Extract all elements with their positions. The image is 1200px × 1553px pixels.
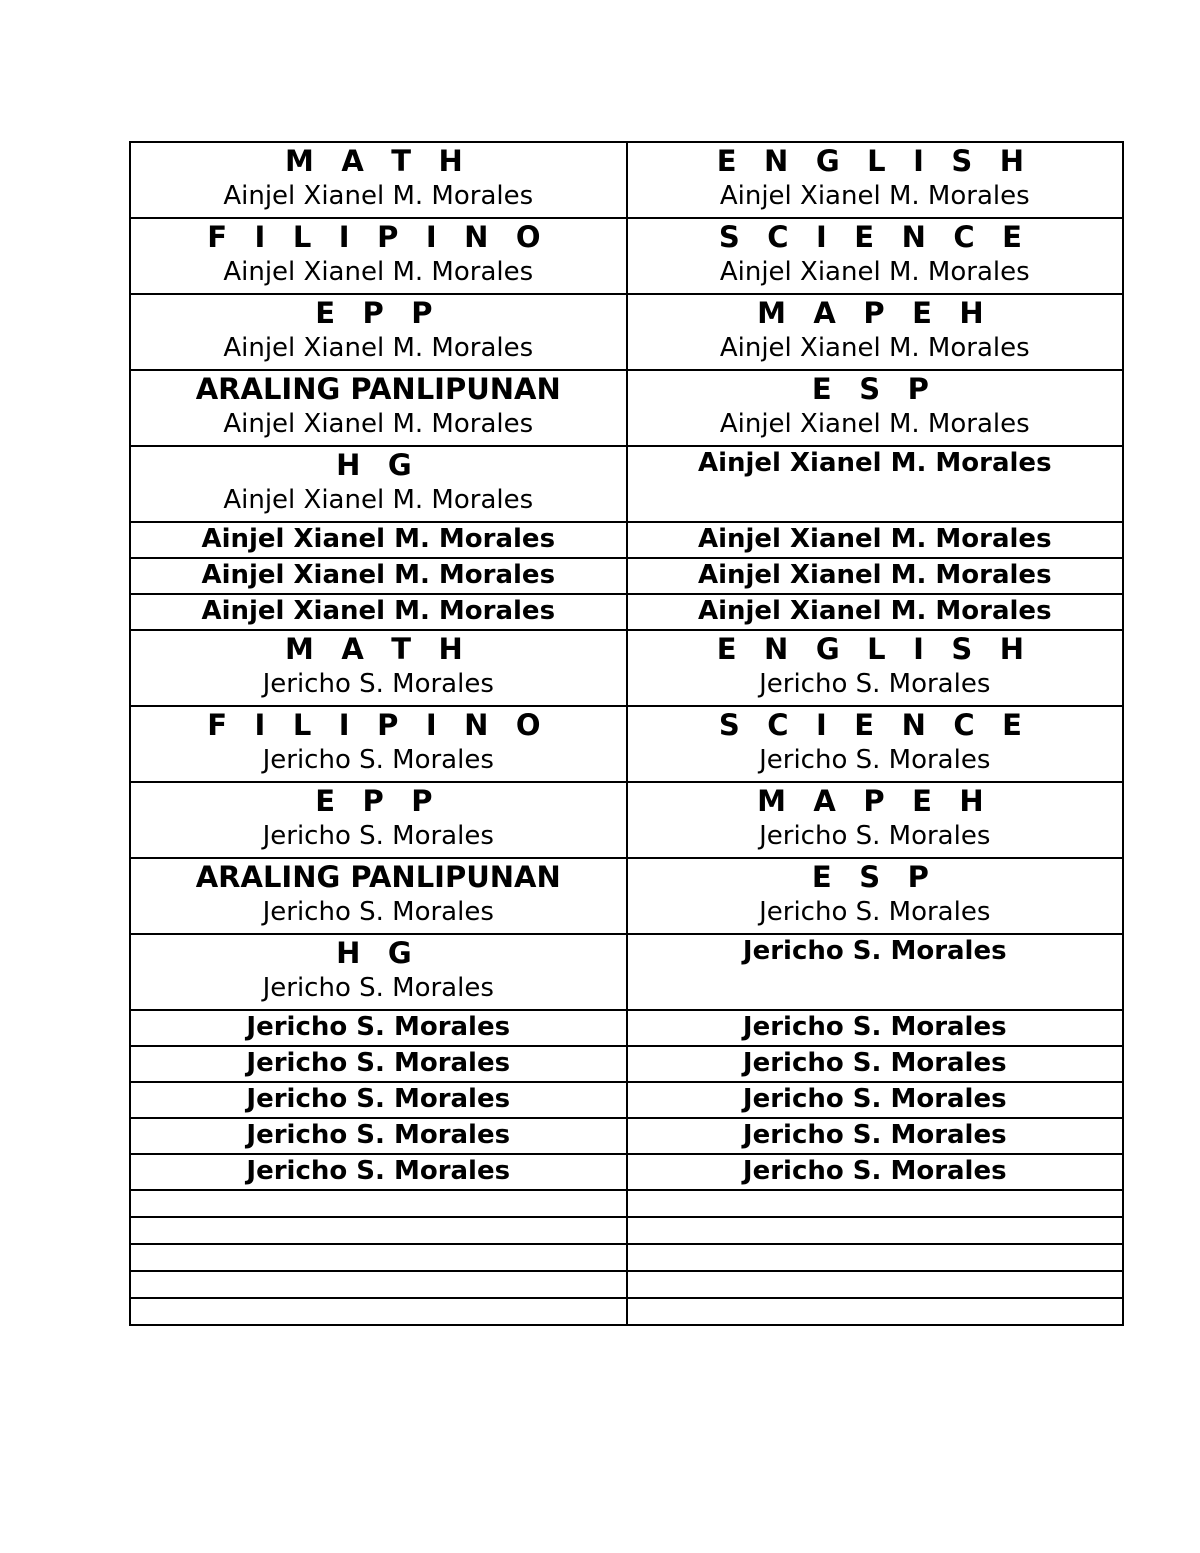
name-label-cell (627, 594, 1124, 630)
blank-label-row (130, 1298, 1123, 1325)
owner-name-bold: Jericho S. Morales (246, 1012, 511, 1042)
subject-title: F I L I P I N O (207, 220, 550, 254)
owner-name-bold: Jericho S. Morales (246, 1120, 511, 1150)
subject-label-cell (130, 142, 627, 218)
owner-name: Jericho S. Morales (759, 745, 991, 775)
blank-label-cell (627, 1190, 1124, 1217)
label-sheet-table (129, 141, 1124, 1326)
owner-name: Ainjel Xianel M. Morales (719, 409, 1030, 439)
owner-name: Jericho S. Morales (759, 821, 991, 851)
owner-name: Ainjel Xianel M. Morales (719, 181, 1030, 211)
subject-label-cell (627, 630, 1124, 706)
owner-name: Jericho S. Morales (262, 897, 494, 927)
subject-title: M A T H (284, 144, 472, 178)
owner-name-bold: Jericho S. Morales (246, 1156, 511, 1186)
blank-label-cell (130, 1298, 627, 1325)
name-label-row (130, 522, 1123, 558)
subject-label-cell (130, 858, 627, 934)
subject-label-cell (627, 858, 1124, 934)
name-label-cell (130, 594, 627, 630)
name-label-row (130, 1082, 1123, 1118)
subject-label-cell (130, 782, 627, 858)
owner-name: Jericho S. Morales (262, 745, 494, 775)
name-label-cell (627, 558, 1124, 594)
name-label-row (130, 1046, 1123, 1082)
owner-name-bold: Jericho S. Morales (246, 1048, 511, 1078)
owner-name: Ainjel Xianel M. Morales (223, 257, 534, 287)
name-label-cell (627, 1010, 1124, 1046)
blank-label-cell (130, 1217, 627, 1244)
subject-label-cell (627, 446, 1124, 522)
blank-label-cell (130, 1271, 627, 1298)
blank-label-cell (130, 1244, 627, 1271)
owner-name-bold: Jericho S. Morales (742, 1048, 1007, 1078)
owner-name-bold: Ainjel Xianel M. Morales (697, 448, 1052, 478)
owner-name: Jericho S. Morales (759, 669, 991, 699)
subject-label-row (130, 706, 1123, 782)
name-label-row (130, 1154, 1123, 1190)
subject-label-row (130, 370, 1123, 446)
blank-label-row (130, 1217, 1123, 1244)
owner-name: Ainjel Xianel M. Morales (223, 333, 534, 363)
owner-name: Ainjel Xianel M. Morales (719, 333, 1030, 363)
subject-label-cell (627, 706, 1124, 782)
subject-title: H G (336, 448, 421, 482)
owner-name-bold: Ainjel Xianel M. Morales (697, 596, 1052, 626)
subject-label-cell (627, 294, 1124, 370)
blank-label-row (130, 1244, 1123, 1271)
owner-name: Jericho S. Morales (262, 669, 494, 699)
subject-label-row (130, 934, 1123, 1010)
subject-title: F I L I P I N O (207, 708, 550, 742)
name-label-cell (627, 1082, 1124, 1118)
subject-label-cell (130, 218, 627, 294)
subject-title: S C I E N C E (718, 220, 1031, 254)
subject-label-row (130, 858, 1123, 934)
subject-label-row (130, 142, 1123, 218)
owner-name: Jericho S. Morales (262, 821, 494, 851)
subject-title: M A T H (284, 632, 472, 666)
subject-title: ARALING PANLIPUNAN (195, 860, 561, 894)
blank-label-row (130, 1271, 1123, 1298)
subject-title: E P P (315, 296, 442, 330)
subject-label-row (130, 782, 1123, 858)
label-sheet-body (130, 142, 1123, 1325)
name-label-cell (130, 1118, 627, 1154)
owner-name: Jericho S. Morales (759, 897, 991, 927)
name-label-cell (130, 1046, 627, 1082)
owner-name-bold: Ainjel Xianel M. Morales (201, 560, 556, 590)
blank-label-cell (130, 1190, 627, 1217)
name-label-cell (130, 1082, 627, 1118)
name-label-cell (627, 1046, 1124, 1082)
subject-label-cell (627, 218, 1124, 294)
blank-label-cell (627, 1244, 1124, 1271)
owner-name-bold: Jericho S. Morales (742, 1120, 1007, 1150)
owner-name: Ainjel Xianel M. Morales (719, 257, 1030, 287)
subject-label-cell (130, 446, 627, 522)
subject-label-cell (627, 370, 1124, 446)
blank-label-row (130, 1190, 1123, 1217)
name-label-cell (130, 1010, 627, 1046)
subject-label-cell (130, 370, 627, 446)
subject-label-cell (130, 934, 627, 1010)
owner-name-bold: Ainjel Xianel M. Morales (697, 560, 1052, 590)
owner-name-bold: Jericho S. Morales (742, 936, 1007, 966)
subject-title: ARALING PANLIPUNAN (195, 372, 561, 406)
subject-title: E N G L I S H (716, 144, 1033, 178)
subject-title: E P P (315, 784, 442, 818)
name-label-cell (627, 522, 1124, 558)
subject-title: E S P (811, 372, 938, 406)
owner-name-bold: Jericho S. Morales (246, 1084, 511, 1114)
blank-label-cell (627, 1217, 1124, 1244)
name-label-cell (627, 1118, 1124, 1154)
subject-label-cell (627, 782, 1124, 858)
subject-label-cell (130, 294, 627, 370)
name-label-cell (627, 1154, 1124, 1190)
subject-label-row (130, 630, 1123, 706)
name-label-row (130, 1010, 1123, 1046)
subject-label-row (130, 218, 1123, 294)
owner-name: Ainjel Xianel M. Morales (223, 409, 534, 439)
subject-label-cell (130, 630, 627, 706)
subject-title: E S P (811, 860, 938, 894)
blank-label-cell (627, 1271, 1124, 1298)
owner-name-bold: Ainjel Xianel M. Morales (201, 524, 556, 554)
owner-name-bold: Ainjel Xianel M. Morales (201, 596, 556, 626)
owner-name: Ainjel Xianel M. Morales (223, 181, 534, 211)
owner-name-bold: Jericho S. Morales (742, 1012, 1007, 1042)
subject-title: H G (336, 936, 421, 970)
owner-name-bold: Ainjel Xianel M. Morales (697, 524, 1052, 554)
name-label-row (130, 594, 1123, 630)
name-label-cell (130, 522, 627, 558)
owner-name: Ainjel Xianel M. Morales (223, 485, 534, 515)
owner-name: Jericho S. Morales (262, 973, 494, 1003)
name-label-row (130, 1118, 1123, 1154)
name-label-row (130, 558, 1123, 594)
subject-label-row (130, 294, 1123, 370)
subject-label-row (130, 446, 1123, 522)
subject-title: M A P E H (757, 784, 993, 818)
subject-label-cell (130, 706, 627, 782)
blank-label-cell (627, 1298, 1124, 1325)
subject-label-cell (627, 142, 1124, 218)
owner-name-bold: Jericho S. Morales (742, 1084, 1007, 1114)
subject-title: S C I E N C E (718, 708, 1031, 742)
subject-title: E N G L I S H (716, 632, 1033, 666)
subject-title: M A P E H (757, 296, 993, 330)
subject-label-cell (627, 934, 1124, 1010)
owner-name-bold: Jericho S. Morales (742, 1156, 1007, 1186)
name-label-cell (130, 1154, 627, 1190)
name-label-cell (130, 558, 627, 594)
